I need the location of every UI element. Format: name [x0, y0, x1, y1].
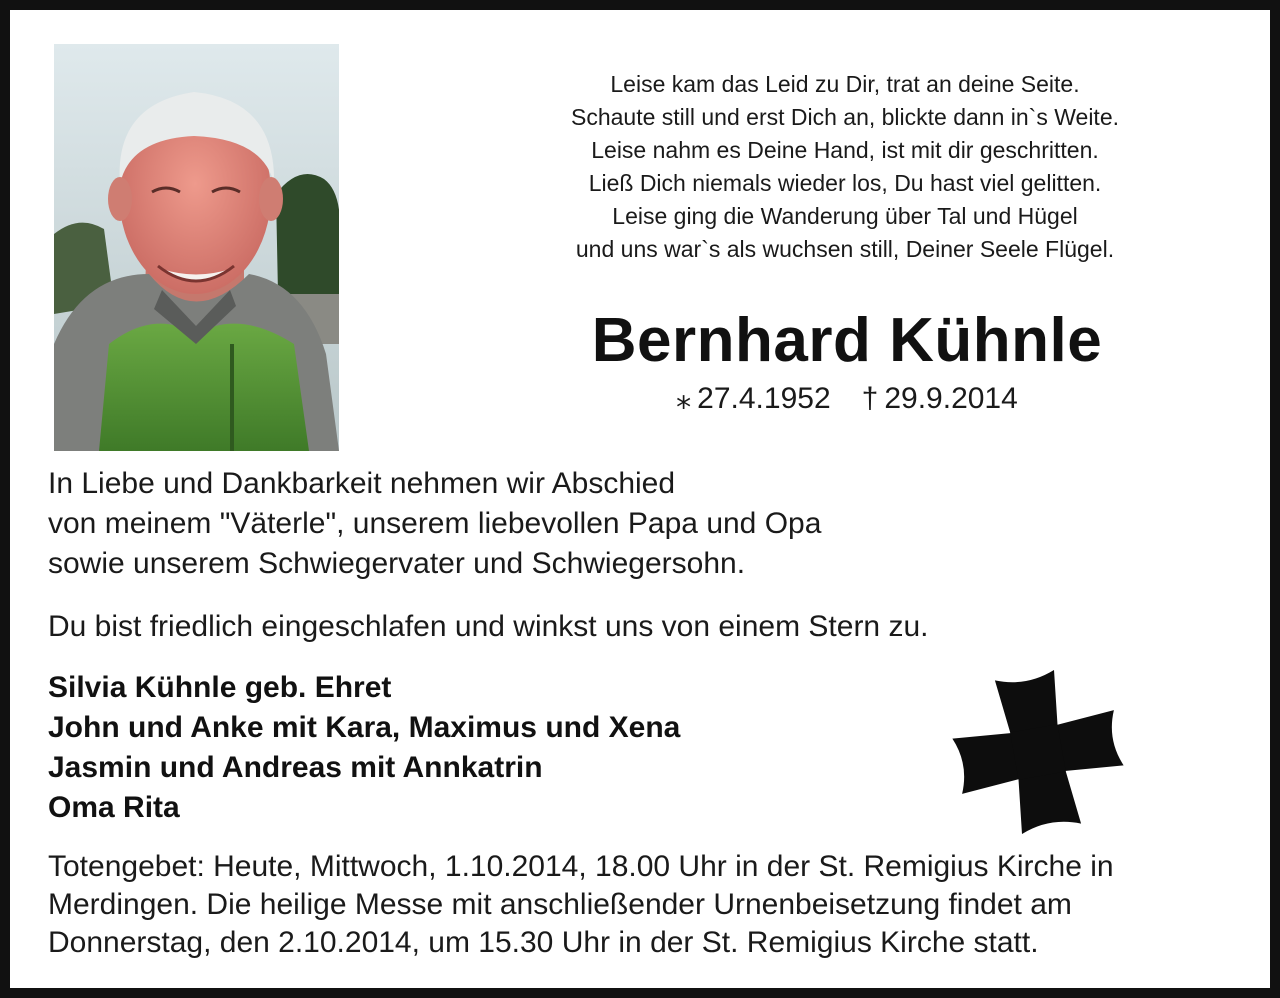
mourner-entry: John und Anke mit Kara, Maximus und Xena — [48, 711, 681, 744]
tribute-line: von meinem "Väterle", unserem liebevollen Papa und Opa — [48, 507, 822, 540]
deceased-name: Bernhard Kühnle — [591, 306, 1103, 375]
poem-line: Leise nahm es Deine Hand, ist mit dir geschritten. — [591, 137, 1099, 163]
poem-line: und uns war`s als wuchsen still, Deiner Seele Flügel. — [575, 236, 1115, 262]
memorial-poem — [480, 68, 1210, 266]
service-line: Merdingen. Die heilige Messe mit anschließender Urnenbeisetzung findet am — [48, 888, 1072, 921]
poem-line: Schaute still und erst Dich an, blickte dann in`s Weite. — [570, 104, 1119, 130]
service-line: Donnerstag, den 2.10.2014, um 15.30 Uhr in der St. Remigius Kirche statt. — [48, 926, 1039, 959]
cross-pattee-icon — [952, 670, 1124, 834]
tribute-line: sowie unserem Schwiegervater und Schwiegersohn. — [48, 547, 746, 580]
birth-star-icon: ⁎ — [676, 382, 692, 415]
death-dagger-icon: † — [861, 382, 879, 415]
poem-line: Leise ging die Wanderung über Tal und Hügel — [612, 203, 1078, 229]
portrait-photo — [54, 44, 339, 451]
mourner-entry: Oma Rita — [48, 791, 180, 824]
tribute-text — [48, 464, 1048, 584]
mourner-entry: Jasmin und Andreas mit Annkatrin — [48, 751, 543, 784]
mourner-entry: Silvia Kühnle geb. Ehret — [48, 671, 392, 704]
death-date: 29.9.2014 — [884, 382, 1018, 415]
poem-line: Ließ Dich niemals wieder los, Du hast viel gelitten. — [588, 170, 1102, 196]
life-dates — [480, 381, 1214, 416]
service-line: Totengebet: Heute, Mittwoch, 1.10.2014, 18.00 Uhr in der St. Remigius Kirche in — [48, 850, 1114, 883]
farewell-text: Du bist friedlich eingeschlafen und winkst uns von einem Stern zu. — [48, 610, 929, 643]
birth-date: 27.4.1952 — [697, 382, 831, 415]
mourners-list — [48, 668, 948, 828]
poem-line: Leise kam das Leid zu Dir, trat an deine Seite. — [610, 71, 1080, 97]
tribute-line: In Liebe und Dankbarkeit nehmen wir Abschied — [48, 467, 676, 500]
funeral-service-info — [48, 848, 1248, 962]
